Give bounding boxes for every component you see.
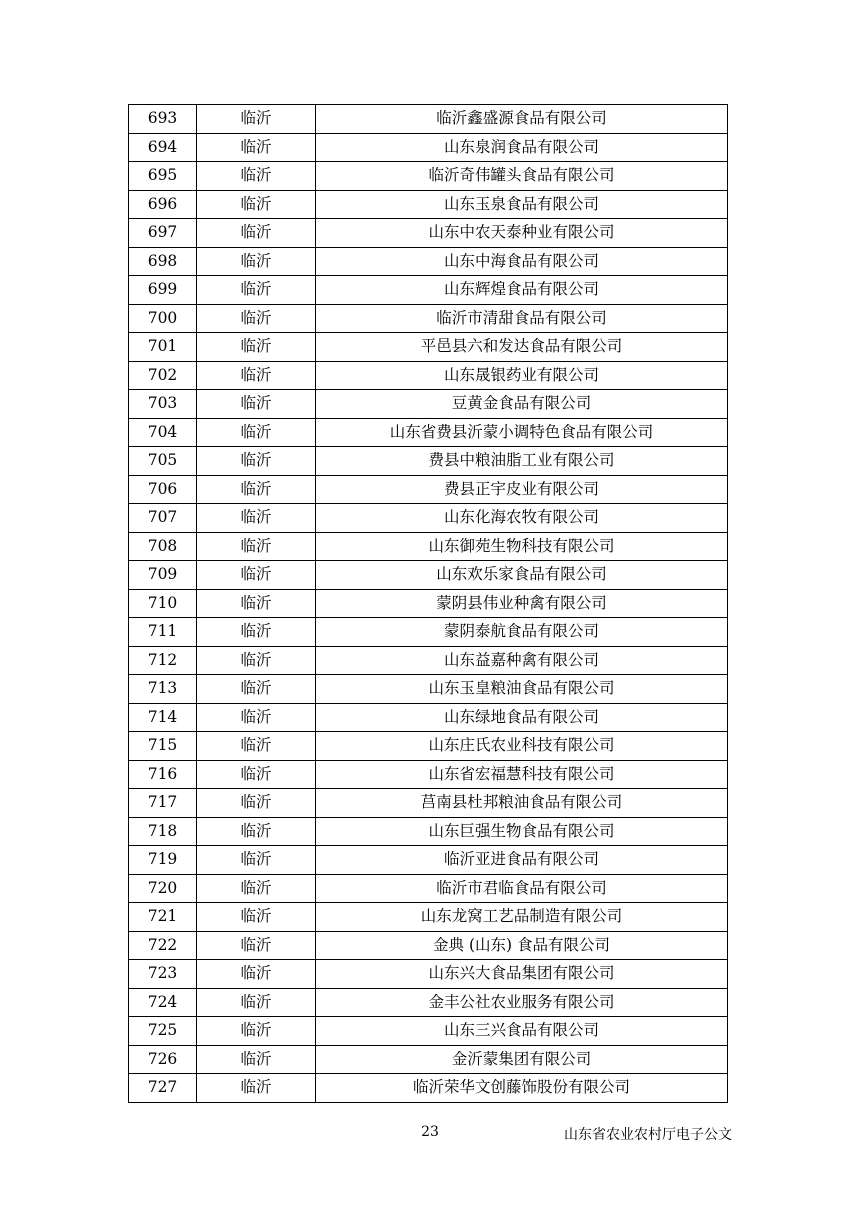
row-number-cell: 724 <box>129 988 197 1017</box>
company-name-cell: 山东玉皇粮油食品有限公司 <box>316 675 728 704</box>
city-cell: 临沂 <box>197 447 316 476</box>
row-number-cell: 706 <box>129 475 197 504</box>
city-cell: 临沂 <box>197 675 316 704</box>
city-cell: 临沂 <box>197 846 316 875</box>
row-number-cell: 693 <box>129 105 197 134</box>
city-cell: 临沂 <box>197 646 316 675</box>
company-name-cell: 临沂鑫盛源食品有限公司 <box>316 105 728 134</box>
footer-organization: 山东省农业农村厅电子公文 <box>564 1127 732 1143</box>
company-name-cell: 山东巨强生物食品有限公司 <box>316 817 728 846</box>
table-row <box>129 475 728 504</box>
company-name-cell: 金典 (山东) 食品有限公司 <box>316 931 728 960</box>
table-row <box>129 219 728 248</box>
table-row <box>129 1045 728 1074</box>
table-row <box>129 105 728 134</box>
table-row <box>129 874 728 903</box>
city-cell: 临沂 <box>197 247 316 276</box>
table-row <box>129 732 728 761</box>
table-row <box>129 447 728 476</box>
company-name-cell: 莒南县杜邦粮油食品有限公司 <box>316 789 728 818</box>
city-cell: 临沂 <box>197 276 316 305</box>
company-name-cell: 山东兴大食品集团有限公司 <box>316 960 728 989</box>
table-row <box>129 675 728 704</box>
city-cell: 临沂 <box>197 190 316 219</box>
table-row <box>129 589 728 618</box>
row-number-cell: 715 <box>129 732 197 761</box>
company-name-cell: 临沂市君临食品有限公司 <box>316 874 728 903</box>
row-number-cell: 707 <box>129 504 197 533</box>
company-name-cell: 费县正宇皮业有限公司 <box>316 475 728 504</box>
company-name-cell: 蒙阴县伟业种禽有限公司 <box>316 589 728 618</box>
row-number-cell: 701 <box>129 333 197 362</box>
city-cell: 临沂 <box>197 162 316 191</box>
table-row <box>129 561 728 590</box>
city-cell: 临沂 <box>197 760 316 789</box>
table-row <box>129 931 728 960</box>
city-cell: 临沂 <box>197 475 316 504</box>
row-number-cell: 694 <box>129 133 197 162</box>
row-number-cell: 710 <box>129 589 197 618</box>
company-name-cell: 山东省费县沂蒙小调特色食品有限公司 <box>316 418 728 447</box>
city-cell: 临沂 <box>197 618 316 647</box>
city-cell: 临沂 <box>197 390 316 419</box>
table-row <box>129 361 728 390</box>
row-number-cell: 727 <box>129 1074 197 1103</box>
company-name-cell: 金沂蒙集团有限公司 <box>316 1045 728 1074</box>
company-name-cell: 临沂亚进食品有限公司 <box>316 846 728 875</box>
row-number-cell: 725 <box>129 1017 197 1046</box>
table-row <box>129 1017 728 1046</box>
city-cell: 临沂 <box>197 105 316 134</box>
table-row <box>129 532 728 561</box>
table-row <box>129 646 728 675</box>
table-row <box>129 846 728 875</box>
row-number-cell: 714 <box>129 703 197 732</box>
row-number-cell: 711 <box>129 618 197 647</box>
company-name-cell: 山东益嘉种禽有限公司 <box>316 646 728 675</box>
row-number-cell: 703 <box>129 390 197 419</box>
company-name-cell: 山东中农天泰种业有限公司 <box>316 219 728 248</box>
company-name-cell: 临沂奇伟罐头食品有限公司 <box>316 162 728 191</box>
city-cell: 临沂 <box>197 732 316 761</box>
row-number-cell: 698 <box>129 247 197 276</box>
row-number-cell: 722 <box>129 931 197 960</box>
table-row <box>129 504 728 533</box>
city-cell: 临沂 <box>197 219 316 248</box>
row-number-cell: 720 <box>129 874 197 903</box>
company-name-cell: 山东晟银药业有限公司 <box>316 361 728 390</box>
row-number-cell: 704 <box>129 418 197 447</box>
city-cell: 临沂 <box>197 903 316 932</box>
table-row <box>129 817 728 846</box>
table-row <box>129 418 728 447</box>
company-name-cell: 山东绿地食品有限公司 <box>316 703 728 732</box>
city-cell: 临沂 <box>197 817 316 846</box>
city-cell: 临沂 <box>197 589 316 618</box>
city-cell: 临沂 <box>197 133 316 162</box>
city-cell: 临沂 <box>197 333 316 362</box>
row-number-cell: 713 <box>129 675 197 704</box>
city-cell: 临沂 <box>197 960 316 989</box>
page-number: 23 <box>421 1124 439 1140</box>
company-name-cell: 费县中粮油脂工业有限公司 <box>316 447 728 476</box>
company-name-cell: 山东御苑生物科技有限公司 <box>316 532 728 561</box>
city-cell: 临沂 <box>197 561 316 590</box>
row-number-cell: 699 <box>129 276 197 305</box>
company-name-cell: 临沂荣华文创藤饰股份有限公司 <box>316 1074 728 1103</box>
company-name-cell: 山东庄氏农业科技有限公司 <box>316 732 728 761</box>
city-cell: 临沂 <box>197 703 316 732</box>
table-row <box>129 760 728 789</box>
city-cell: 临沂 <box>197 1074 316 1103</box>
table-row <box>129 618 728 647</box>
company-name-cell: 山东省宏福慧科技有限公司 <box>316 760 728 789</box>
row-number-cell: 726 <box>129 1045 197 1074</box>
city-cell: 临沂 <box>197 789 316 818</box>
row-number-cell: 717 <box>129 789 197 818</box>
table-row <box>129 960 728 989</box>
company-name-cell: 蒙阴泰航食品有限公司 <box>316 618 728 647</box>
table-row <box>129 988 728 1017</box>
city-cell: 临沂 <box>197 988 316 1017</box>
row-number-cell: 723 <box>129 960 197 989</box>
company-name-cell: 山东龙窝工艺品制造有限公司 <box>316 903 728 932</box>
table-row <box>129 162 728 191</box>
row-number-cell: 716 <box>129 760 197 789</box>
company-name-cell: 山东辉煌食品有限公司 <box>316 276 728 305</box>
company-name-cell: 金丰公社农业服务有限公司 <box>316 988 728 1017</box>
company-roster-table <box>128 104 728 1103</box>
company-name-cell: 山东玉泉食品有限公司 <box>316 190 728 219</box>
city-cell: 临沂 <box>197 931 316 960</box>
row-number-cell: 695 <box>129 162 197 191</box>
company-name-cell: 山东三兴食品有限公司 <box>316 1017 728 1046</box>
roster-body <box>129 105 728 1103</box>
row-number-cell: 697 <box>129 219 197 248</box>
company-name-cell: 豆黄金食品有限公司 <box>316 390 728 419</box>
table-row <box>129 703 728 732</box>
company-name-cell: 平邑县六和发达食品有限公司 <box>316 333 728 362</box>
row-number-cell: 721 <box>129 903 197 932</box>
row-number-cell: 709 <box>129 561 197 590</box>
row-number-cell: 719 <box>129 846 197 875</box>
table-row <box>129 304 728 333</box>
table-row <box>129 789 728 818</box>
table-row <box>129 903 728 932</box>
city-cell: 临沂 <box>197 1017 316 1046</box>
row-number-cell: 700 <box>129 304 197 333</box>
company-name-cell: 临沂市清甜食品有限公司 <box>316 304 728 333</box>
table-row <box>129 190 728 219</box>
row-number-cell: 702 <box>129 361 197 390</box>
company-name-cell: 山东中海食品有限公司 <box>316 247 728 276</box>
row-number-cell: 696 <box>129 190 197 219</box>
city-cell: 临沂 <box>197 874 316 903</box>
city-cell: 临沂 <box>197 1045 316 1074</box>
company-name-cell: 山东化海农牧有限公司 <box>316 504 728 533</box>
row-number-cell: 712 <box>129 646 197 675</box>
city-cell: 临沂 <box>197 418 316 447</box>
row-number-cell: 708 <box>129 532 197 561</box>
row-number-cell: 718 <box>129 817 197 846</box>
company-name-cell: 山东泉润食品有限公司 <box>316 133 728 162</box>
row-number-cell: 705 <box>129 447 197 476</box>
city-cell: 临沂 <box>197 361 316 390</box>
table-row <box>129 1074 728 1103</box>
city-cell: 临沂 <box>197 504 316 533</box>
city-cell: 临沂 <box>197 532 316 561</box>
company-name-cell: 山东欢乐家食品有限公司 <box>316 561 728 590</box>
table-row <box>129 133 728 162</box>
table-row <box>129 247 728 276</box>
table-row <box>129 390 728 419</box>
table-row <box>129 276 728 305</box>
table-row <box>129 333 728 362</box>
city-cell: 临沂 <box>197 304 316 333</box>
